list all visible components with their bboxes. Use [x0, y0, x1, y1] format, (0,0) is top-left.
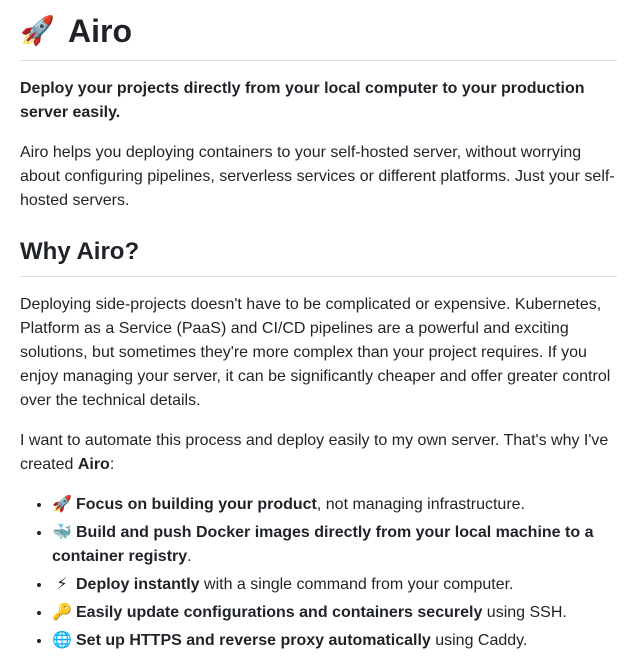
feature-text: using Caddy.: [430, 632, 528, 649]
feature-text: .: [187, 548, 192, 565]
list-item: [52, 601, 617, 625]
list-item: [52, 493, 617, 517]
globe-icon: 🌐: [52, 632, 72, 649]
feature-text: using SSH.: [482, 604, 567, 621]
feature-bold: Deploy instantly: [76, 576, 200, 593]
lead-text: Deploy your projects directly from your local computer to your production server easily.: [20, 80, 585, 121]
why-heading: Why Airo?: [20, 237, 617, 277]
feature-bold: Set up HTTPS and reverse proxy automatically: [76, 632, 431, 649]
lead-paragraph: [20, 77, 617, 125]
page-title-text: Airo: [68, 13, 132, 49]
intro-paragraph: Airo helps you deploying containers to your self-hosted server, without worrying about configuring pipelines, serverless services or different platforms. Just your self-hosted servers.: [20, 144, 615, 209]
key-icon: 🔑: [52, 604, 72, 621]
list-item: [52, 521, 617, 569]
whale-icon: 🐳: [52, 524, 72, 541]
why-paragraph: Deploying side-projects doesn't have to be complicated or expensive. Kubernetes, Platform as a Service (PaaS) and CI/CD pipelines are a powerful and exciting solutions, but sometimes they're more complex than your project requires. If you enjoy managing your server, it can be significantly cheaper and offer greater control over the technical details.: [20, 296, 611, 409]
feature-bold: Build and push Docker images directly from your local machine to a container registry: [52, 524, 594, 565]
rocket-icon: 🚀: [20, 15, 55, 46]
motivation-paragraph: [20, 429, 617, 477]
list-item: [52, 629, 617, 653]
lightning-icon: ⚡: [56, 576, 68, 593]
motivation-prefix: I want to automate this process and deploy easily to my own server. That's why I've created: [20, 432, 609, 473]
rocket-icon: 🚀: [52, 496, 72, 513]
motivation-suffix: :: [109, 456, 115, 473]
feature-text: with a single command from your computer.: [199, 576, 514, 593]
motivation-bold: Airo: [77, 456, 110, 473]
feature-bold: Focus on building your product: [76, 496, 317, 513]
feature-list: [20, 493, 617, 653]
page-title: [20, 0, 617, 61]
feature-text: , not managing infrastructure.: [316, 496, 525, 513]
list-item: [52, 573, 617, 597]
feature-bold: Easily update configurations and containers securely: [76, 604, 483, 621]
